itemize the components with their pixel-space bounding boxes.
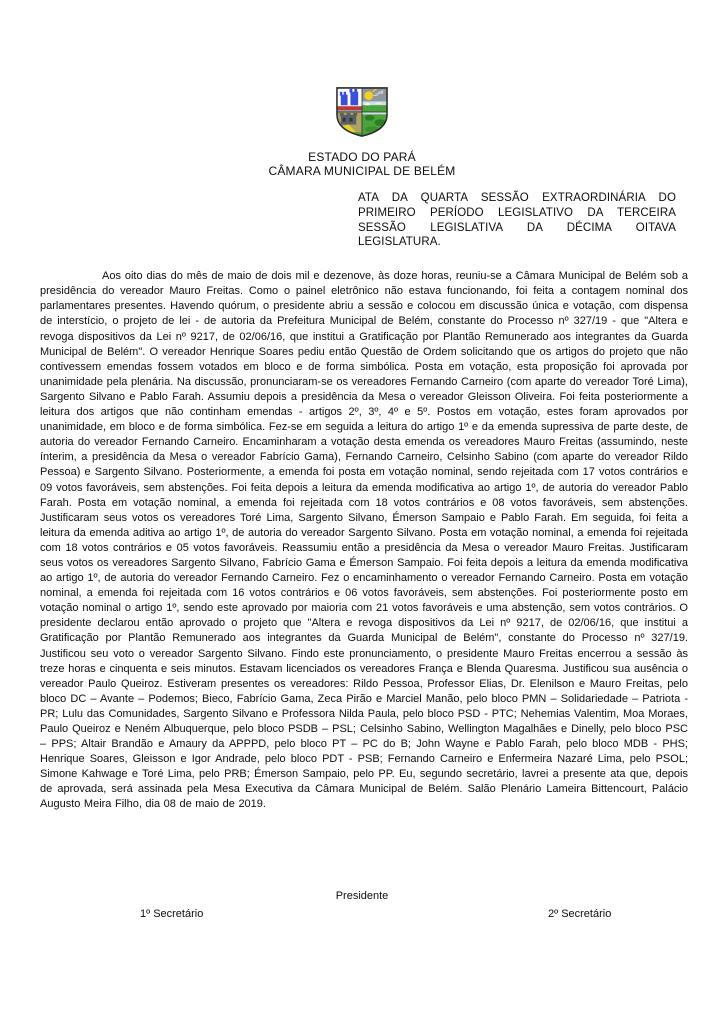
institution-name: CÂMARA MUNICIPAL DE BELÉM (268, 164, 456, 178)
coat-of-arms-icon (333, 86, 391, 138)
state-name: ESTADO DO PARÁ (308, 150, 416, 164)
minutes-body-paragraph: Aos oito dias do mês de maio de dois mil e dezenove, às doze horas, reuniu-se a Câmara Municipal de Belém sob a presidência do vereador Mauro Freitas. Como o painel eletrônico não estava funcionando, foi feita a contagem nominal dos parlamentares presentes. Havendo quórum, o presidente abriu a sessão e colocou em discussão única e votação, com dispensa de interstício, o projeto de lei - de autoria da Prefeitura Municipal de Belém, constante do Processo nº 327/19 - que "Altera e revoga dispositivos da Lei nº 9217, de 02/06/16, que institui a Gratificação por Plantão Remunerado aos integrantes da Guarda Municipal de Belém". O vereador Henrique Soares pediu então Questão de Ordem solicitando que os artigos do projeto que não contivessem emendas fossem votados em bloco e de forma simbólica. Posta em votação, esta proposição foi aprovada por unanimidade pela plenária. Na discussão, pronunciaram-se os vereadores Fernando Carneiro (com aparte do vereador Toré Lima), Sargento Silvano e Pablo Farah. Assumiu depois a presidência da Mesa o vereador Gleisson Oliveira. Foi feita posteriormente a leitura dos artigos que não continham emendas - artigos 2º, 3º, 4º e 5º. Postos em votação, estes foram aprovados por unanimidade, em bloco e de forma simbólica. Fez-se em seguida a leitura do artigo 1º e da emenda supressiva de parte deste, de autoria do vereador Fernando Carneiro. Encaminharam a votação desta emenda os vereadores Mauro Freitas (assumindo, neste ínterim, a presidência da Mesa o vereador Fabrício Gama), Fernando Carneiro, Celsinho Sabino (com aparte do vereador Rildo Pessoa) e Sargento Silvano. Posteriormente, a emenda foi posta em votação nominal, sendo rejeitada com 17 votos contrários e 09 votos favoráveis, sem abstenções. Foi feita depois a leitura da emenda modificativa ao artigo 1º, de autoria do vereador Pablo Farah. Posta em votação nominal, a emenda foi rejeitada com 18 votos contrários e 08 votos favoráveis, sem abstenções. Justificaram seus votos os vereadores Toré Lima, Sargento Silvano, Émerson Sampaio e Pablo Farah. Em seguida, foi feita a leitura da emenda aditiva ao artigo 1º, de autoria do vereador Sargento Silvano. Posta em votação nominal, a emenda foi rejeitada com 18 votos contrários e 05 votos favoráveis. Reassumiu então a presidência da Mesa o vereador Mauro Freitas. Justificaram seus votos os vereadores Sargento Silvano, Fabrício Gama e Émerson Sampaio. Foi feita depois a leitura da emenda modificativa ao artigo 1º, de autoria do vereador Fernando Carneiro. Fez o encaminhamento o vereador Fernando Carneiro. Posta em votação nominal, a emenda foi rejeitada com 16 votos contrários e 06 votos favoráveis, sem abstenções. Foi posteriormente posto em votação nominal o artigo 1º, sendo este aprovado por maioria com 21 votos favoráveis e uma abstenção, sem votos contrários. O presidente declarou então aprovado o projeto que "Altera e revoga dispositivos da Lei nº 9217, de 02/06/16, que institui a Gratificação por Plantão Remunerado aos integrantes da Guarda Municipal de Belém", constante do Processo nº 327/19. Justificou seu voto o vereador Sargento Silvano. Findo este pronunciamento, o presidente Mauro Freitas encerrou a sessão às treze horas e cinquenta e seis minutos. Estavam licenciados os vereadores França e Blenda Quaresma. Justificou sua ausência o vereador Paulo Queiroz. Estiveram presentes os vereadores: Rildo Pessoa, Professor Elias, Dr. Elenilson e Mauro Freitas, pelo bloco DC – Avante – Podemos; Bieco, Fabrício Gama, Zeca Pirão e Marciel Manão, pelo bloco PMN – Solidariedade – Patriota - PR; Lulu das Comunidades, Sargento Silvano e Professora Nilda Paula, pelo bloco PSD - PTC; Nehemias Valentim, Moa Moraes, Paulo Queiroz e Neném Albuquerque, pelo bloco PSDB – PSL; Celsinho Sabino, Wellington Magalhães e Dinelly, pelo bloco PSC – PPS; Altair Brandão e Amaury da APPPD, pelo bloco PT – PC do B; John Wayne e Pablo Farah, pelo bloco MDB - PHS; Henrique Soares, Gleisson e Igor Andrade, pelo bloco PDT - PSB; Fernando Carneiro e Enfermeira Nazaré Lima, pelo PSOL; Simone Kahwage e Toré Lima, pelo PRB; Émerson Sampaio, pelo PP. Eu, segundo secretário, lavrei a presente ata que, depois de aprovada, será assinada pela Mesa Executiva da Câmara Municipal de Belém. Salão Plenário Lameira Bittencourt, Palácio Augusto Meira Filho, dia 08 de maio de 2019. (40, 270, 688, 811)
signature-label-president: Presidente (335, 890, 389, 902)
signature-label-second-secretary: 2º Secretário (548, 908, 612, 920)
coat-of-arms-logo (333, 86, 391, 138)
document-header (0, 0, 724, 178)
session-title: ATA DA QUARTA SESSÃO EXTRAORDINÁRIA DO PRIMEIRO PERÍODO LEGISLATIVO DA TERCEIRA SESSÃO LEGISLATIVA DA DÉCIMA OITAVA LEGISLATURA. (358, 192, 676, 249)
signature-label-first-secretary: 1º Secretário (140, 908, 204, 920)
